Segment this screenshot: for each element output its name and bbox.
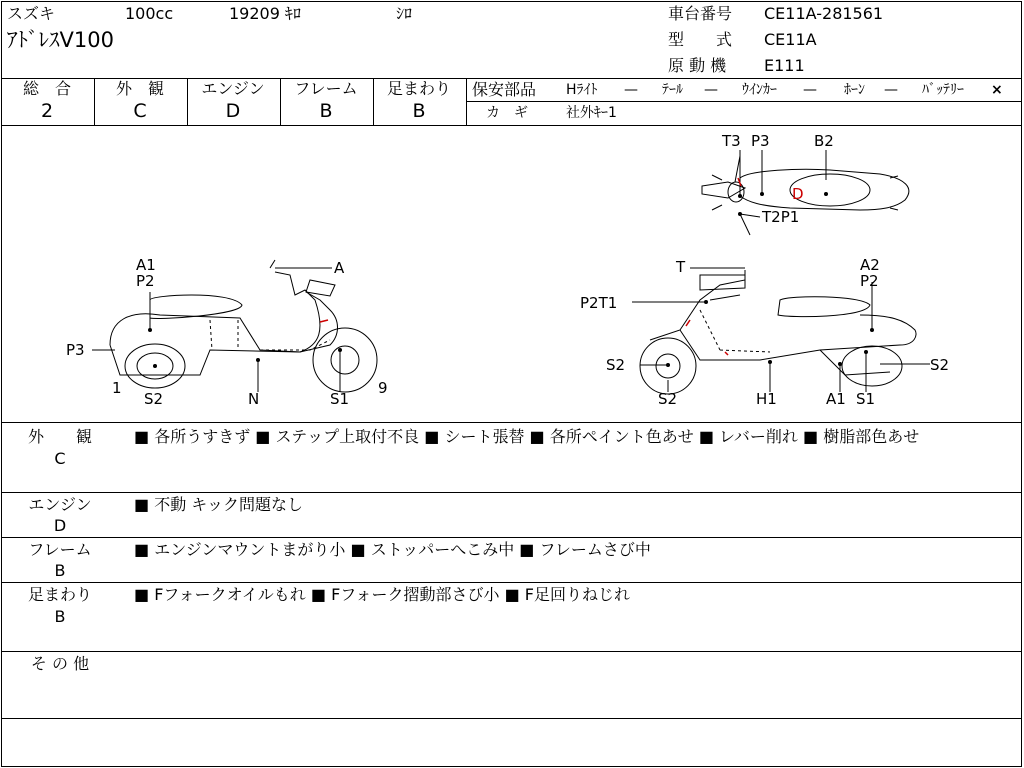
model-name: ｱﾄﾞﾚｽV100: [7, 28, 114, 52]
comment-label: エンジン: [28, 495, 92, 514]
type-label: 型 式: [668, 30, 733, 49]
diagram-label: T: [676, 258, 686, 276]
diagram-label: T2P1: [762, 208, 800, 226]
comment-grade: C: [54, 449, 66, 468]
mileage: 19209 ｷﾛ: [229, 4, 301, 23]
suspension-label: 足まわり: [386, 79, 451, 98]
scooter-left-view: [92, 260, 377, 392]
frame-value: B: [319, 100, 333, 122]
comment-grade: B: [54, 607, 66, 626]
divider: [1, 651, 1022, 652]
diagram-label: S1: [330, 390, 350, 408]
safety-winker-mark: —: [803, 82, 817, 98]
frame-number-label: 車台番号: [668, 4, 733, 23]
diagram-label: A2: [860, 256, 880, 274]
divider: [1, 492, 1022, 493]
diagram-label: S2: [930, 356, 950, 374]
comment-text: ■ 不動 キック問題なし: [134, 495, 303, 514]
displacement: 100cc: [125, 4, 174, 23]
diagram-label: P3: [751, 132, 770, 150]
comment-text: ■ 各所うすきず ■ ステップ上取付不良 ■ シート張替 ■ 各所ペイント色あせ ■ レバー削れ ■ 樹脂部色あせ: [134, 427, 920, 446]
engine-model-value: E111: [764, 56, 805, 75]
damage-mark: [320, 320, 328, 322]
divider: [1, 537, 1022, 538]
safety-label: 保安部品: [472, 80, 537, 99]
damage-diagram: [0, 126, 1024, 422]
safety-battery-mark: ×: [991, 82, 1003, 98]
engine-label: エンジン: [201, 79, 265, 98]
comment-text: ■ Fフォークオイルもれ ■ Fフォーク摺動部さび小 ■ F足回りねじれ: [134, 585, 630, 604]
scooter-top-view: [702, 150, 909, 235]
diagram-label: P3: [66, 341, 85, 359]
safety-winker: ｳｲﾝｶｰ: [742, 82, 777, 98]
divider: [466, 101, 1022, 102]
diagram-label: S1: [856, 390, 876, 408]
diagram-label: S2: [144, 390, 164, 408]
diagram-label: P2: [136, 272, 155, 290]
safety-tail: ﾃｰﾙ: [662, 82, 683, 98]
key-label: カ ギ: [486, 105, 528, 121]
frame-label: フレーム: [294, 79, 358, 98]
diagram-label: A: [334, 259, 345, 277]
key-value: 社外ｷｰ1: [566, 105, 617, 121]
exterior-label: 外 観: [115, 79, 164, 98]
diagram-label: 1: [112, 379, 122, 397]
diagram-label: A1: [136, 256, 156, 274]
divider: [466, 78, 467, 125]
engine-value: D: [225, 100, 241, 122]
exterior-value: C: [133, 100, 147, 122]
diagram-label: B2: [814, 132, 834, 150]
divider: [1, 422, 1022, 423]
type-value: CE11A: [764, 30, 817, 49]
diagram-label: T3: [722, 132, 741, 150]
diagram-label: S2: [606, 356, 626, 374]
safety-headlight-mark: —: [624, 82, 638, 98]
comment-grade: B: [54, 561, 66, 580]
frame-number-value: CE11A-281561: [764, 4, 884, 23]
color: ｼﾛ: [396, 4, 413, 23]
diagram-label: H1: [756, 390, 777, 408]
scooter-right-view: [632, 268, 930, 394]
safety-tail-mark: —: [704, 82, 718, 98]
diagram-label: 9: [378, 379, 388, 397]
comment-grade: D: [53, 516, 67, 535]
diagram-label: N: [248, 390, 260, 408]
engine-model-label: 原 動 機: [668, 56, 727, 75]
safety-horn-mark: —: [884, 82, 898, 98]
diagram-label: P2T1: [580, 294, 618, 312]
damage-mark: [725, 352, 728, 355]
overall-value: 2: [40, 100, 54, 122]
diagram-label: D: [792, 185, 804, 203]
suspension-value: B: [412, 100, 426, 122]
divider: [1, 582, 1022, 583]
overall-label: 総 合: [22, 79, 71, 98]
comment-label: フレーム: [28, 540, 92, 559]
divider: [1, 718, 1022, 719]
diagram-label: S2: [658, 390, 678, 408]
maker: スズキ: [7, 4, 56, 23]
safety-headlight: Hﾗｲﾄ: [566, 82, 598, 98]
comment-label: そ の 他: [30, 654, 90, 673]
safety-horn: ﾎｰﾝ: [844, 82, 865, 98]
comment-text: ■ エンジンマウントまがり小 ■ ストッパーへこみ中 ■ フレームさび中: [134, 540, 651, 559]
comment-label: 足まわり: [27, 585, 92, 604]
comment-label: 外 観: [27, 427, 92, 446]
diagram-label: A1: [826, 390, 846, 408]
diagram-label: P2: [860, 272, 879, 290]
safety-battery: ﾊﾞｯﾃﾘｰ: [922, 82, 964, 98]
